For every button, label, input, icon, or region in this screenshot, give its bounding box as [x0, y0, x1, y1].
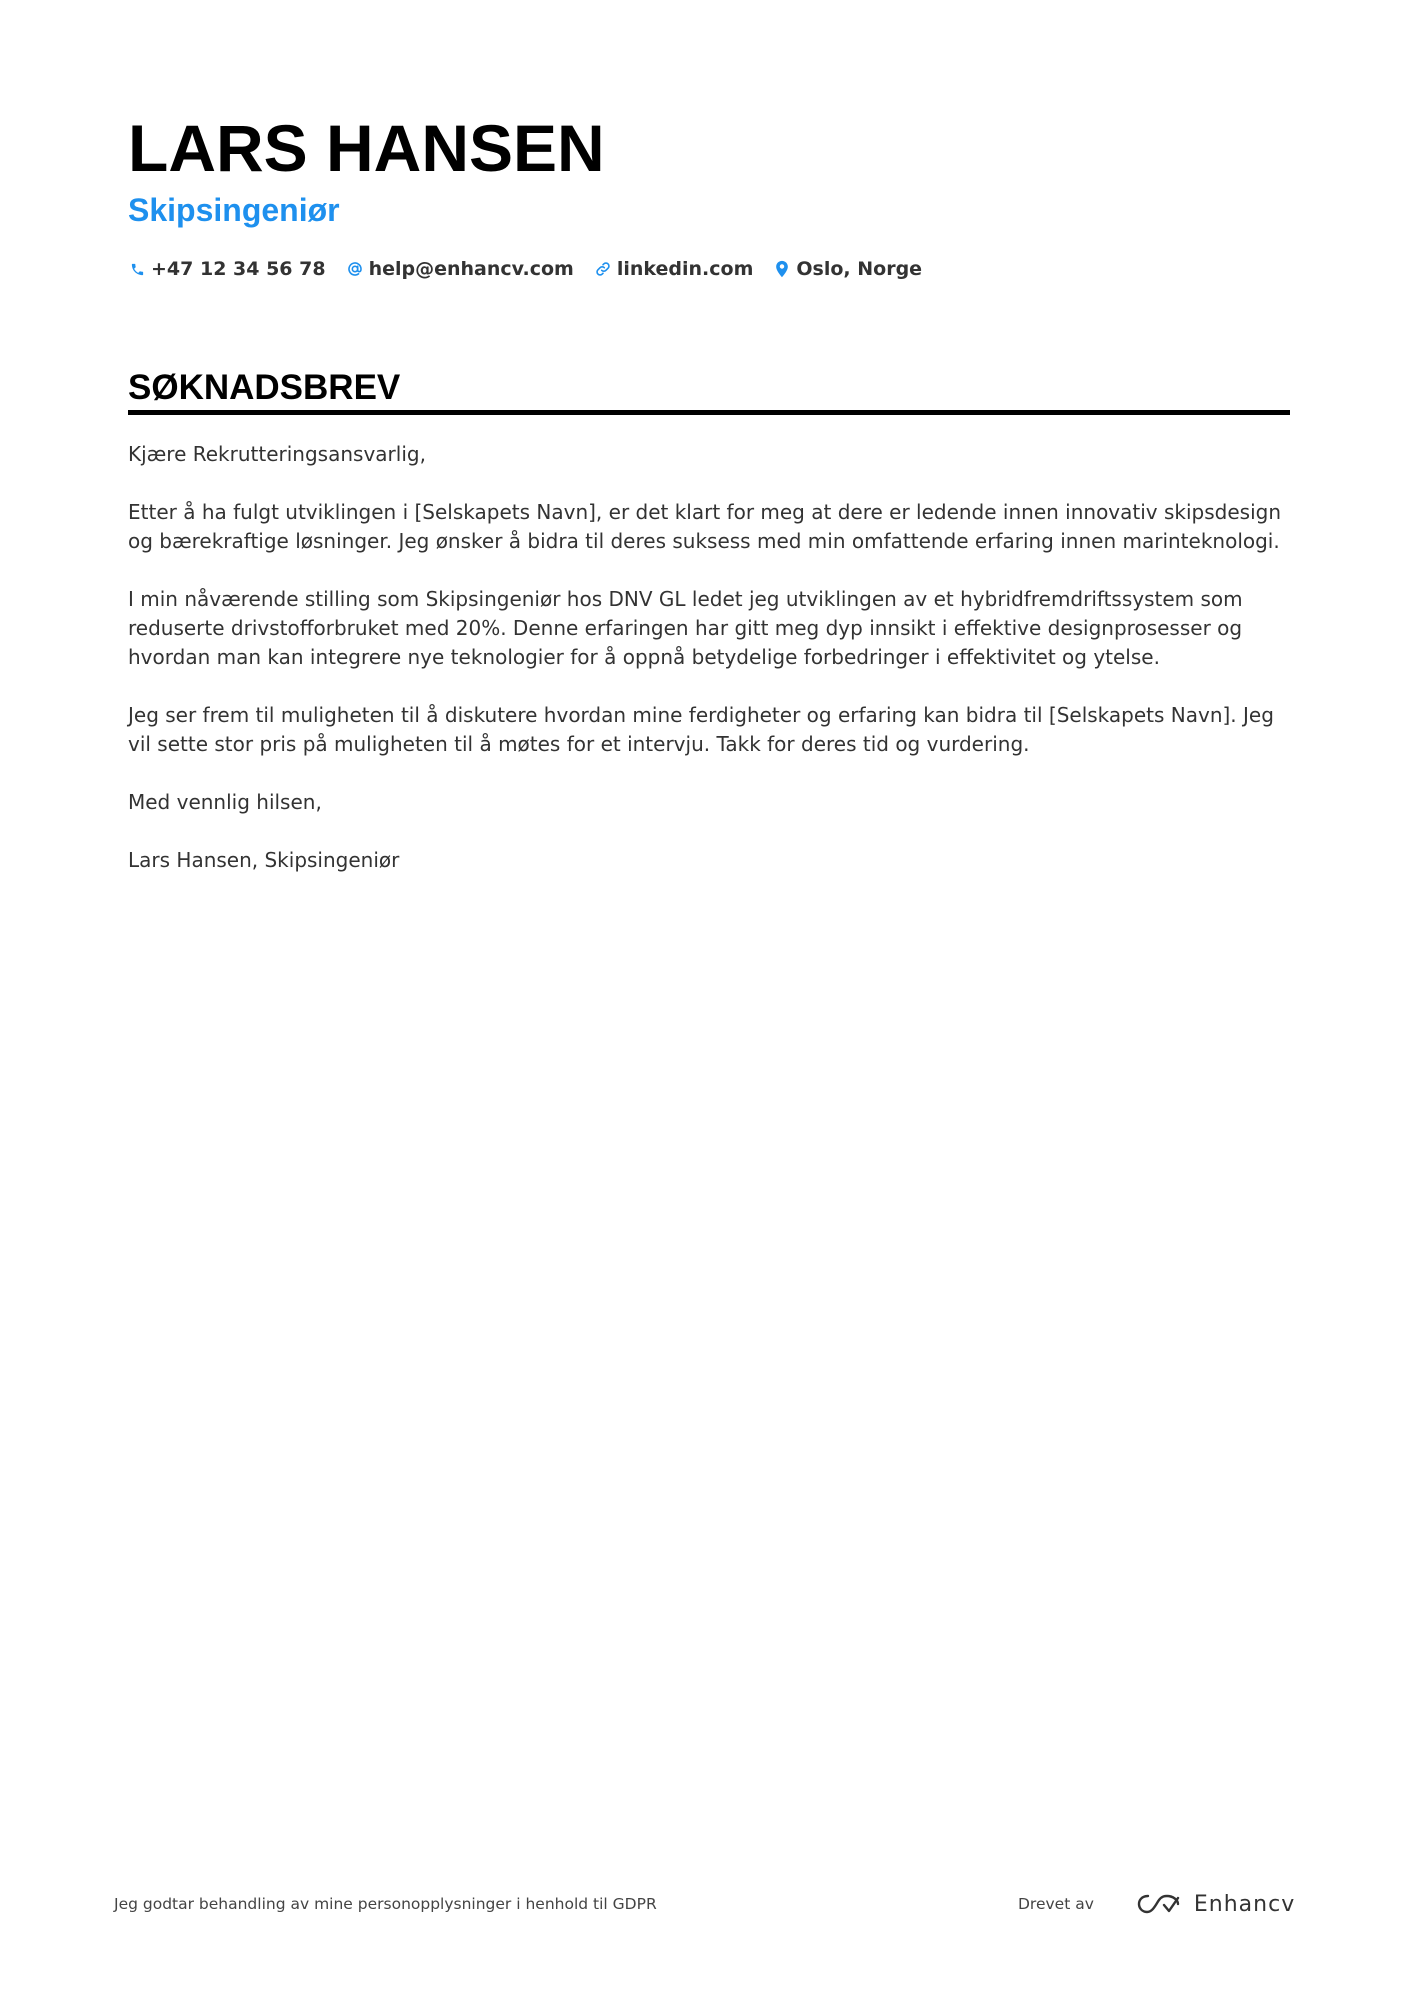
contact-linkedin[interactable]: [594, 258, 754, 280]
location-pin-icon: [773, 259, 791, 279]
candidate-name: LARS HANSEN: [128, 111, 605, 185]
letter-signature: Lars Hansen, Skipsingeniør: [128, 848, 400, 872]
letter-salutation: Kjære Rekrutteringsansvarlig,: [128, 442, 426, 466]
at-icon: [346, 259, 364, 279]
letter-body: [128, 440, 1290, 904]
contact-location: [773, 258, 922, 280]
enhancv-logo-wordmark: Enhancv: [1193, 1891, 1296, 1917]
contact-location-text: Oslo, Norge: [796, 258, 923, 280]
gdpr-consent: Jeg godtar behandling av mine personopplysninger i henhold til GDPR: [114, 1895, 657, 1913]
contact-bar: [128, 254, 942, 284]
letter-paragraph: Jeg ser frem til muligheten til å diskutere hvordan mine ferdigheter og erfaring kan bidra til [Selskapets Navn]. Jeg vil sette stor pris på muligheten til å møtes for et intervju. Takk for deres tid og vurdering.: [128, 703, 1274, 756]
powered-by-label: Drevet av: [1018, 1895, 1094, 1913]
powered-by[interactable]: [1018, 1882, 1295, 1926]
section-title: SØKNADSBREV: [128, 368, 401, 407]
letter-paragraph: Etter å ha fulgt utviklingen i [Selskapets Navn], er det klart for meg at dere er ledende innen innovativ skipsdesign og bærekraftige løsninger. Jeg ønsker å bidra til deres suksess med min omfattende erfaring innen marinteknologi.: [128, 500, 1282, 553]
contact-linkedin-text[interactable]: linkedin.com: [616, 258, 754, 280]
contact-email[interactable]: [346, 258, 574, 280]
contact-phone-text: +47 12 34 56 78: [151, 258, 326, 280]
phone-icon: [128, 259, 146, 279]
section-divider: [128, 410, 1290, 415]
contact-phone: [128, 258, 326, 280]
link-icon: [594, 259, 612, 279]
contact-email-text[interactable]: help@enhancv.com: [368, 258, 574, 280]
enhancv-logo-icon: [1136, 1892, 1182, 1916]
letter-paragraph: I min nåværende stilling som Skipsingeniør hos DNV GL ledet jeg utviklingen av et hybridfremdriftssystem som reduserte drivstofforbruket med 20%. Denne erfaringen har gitt meg dyp innsikt i effektive designprosesser og hvordan man kan integrere nye teknologier for å oppnå betydelige forbedringer i effektivitet og ytelse.: [128, 587, 1243, 669]
letter-closing: Med vennlig hilsen,: [128, 790, 322, 814]
candidate-role: Skipsingeniør: [128, 192, 340, 228]
